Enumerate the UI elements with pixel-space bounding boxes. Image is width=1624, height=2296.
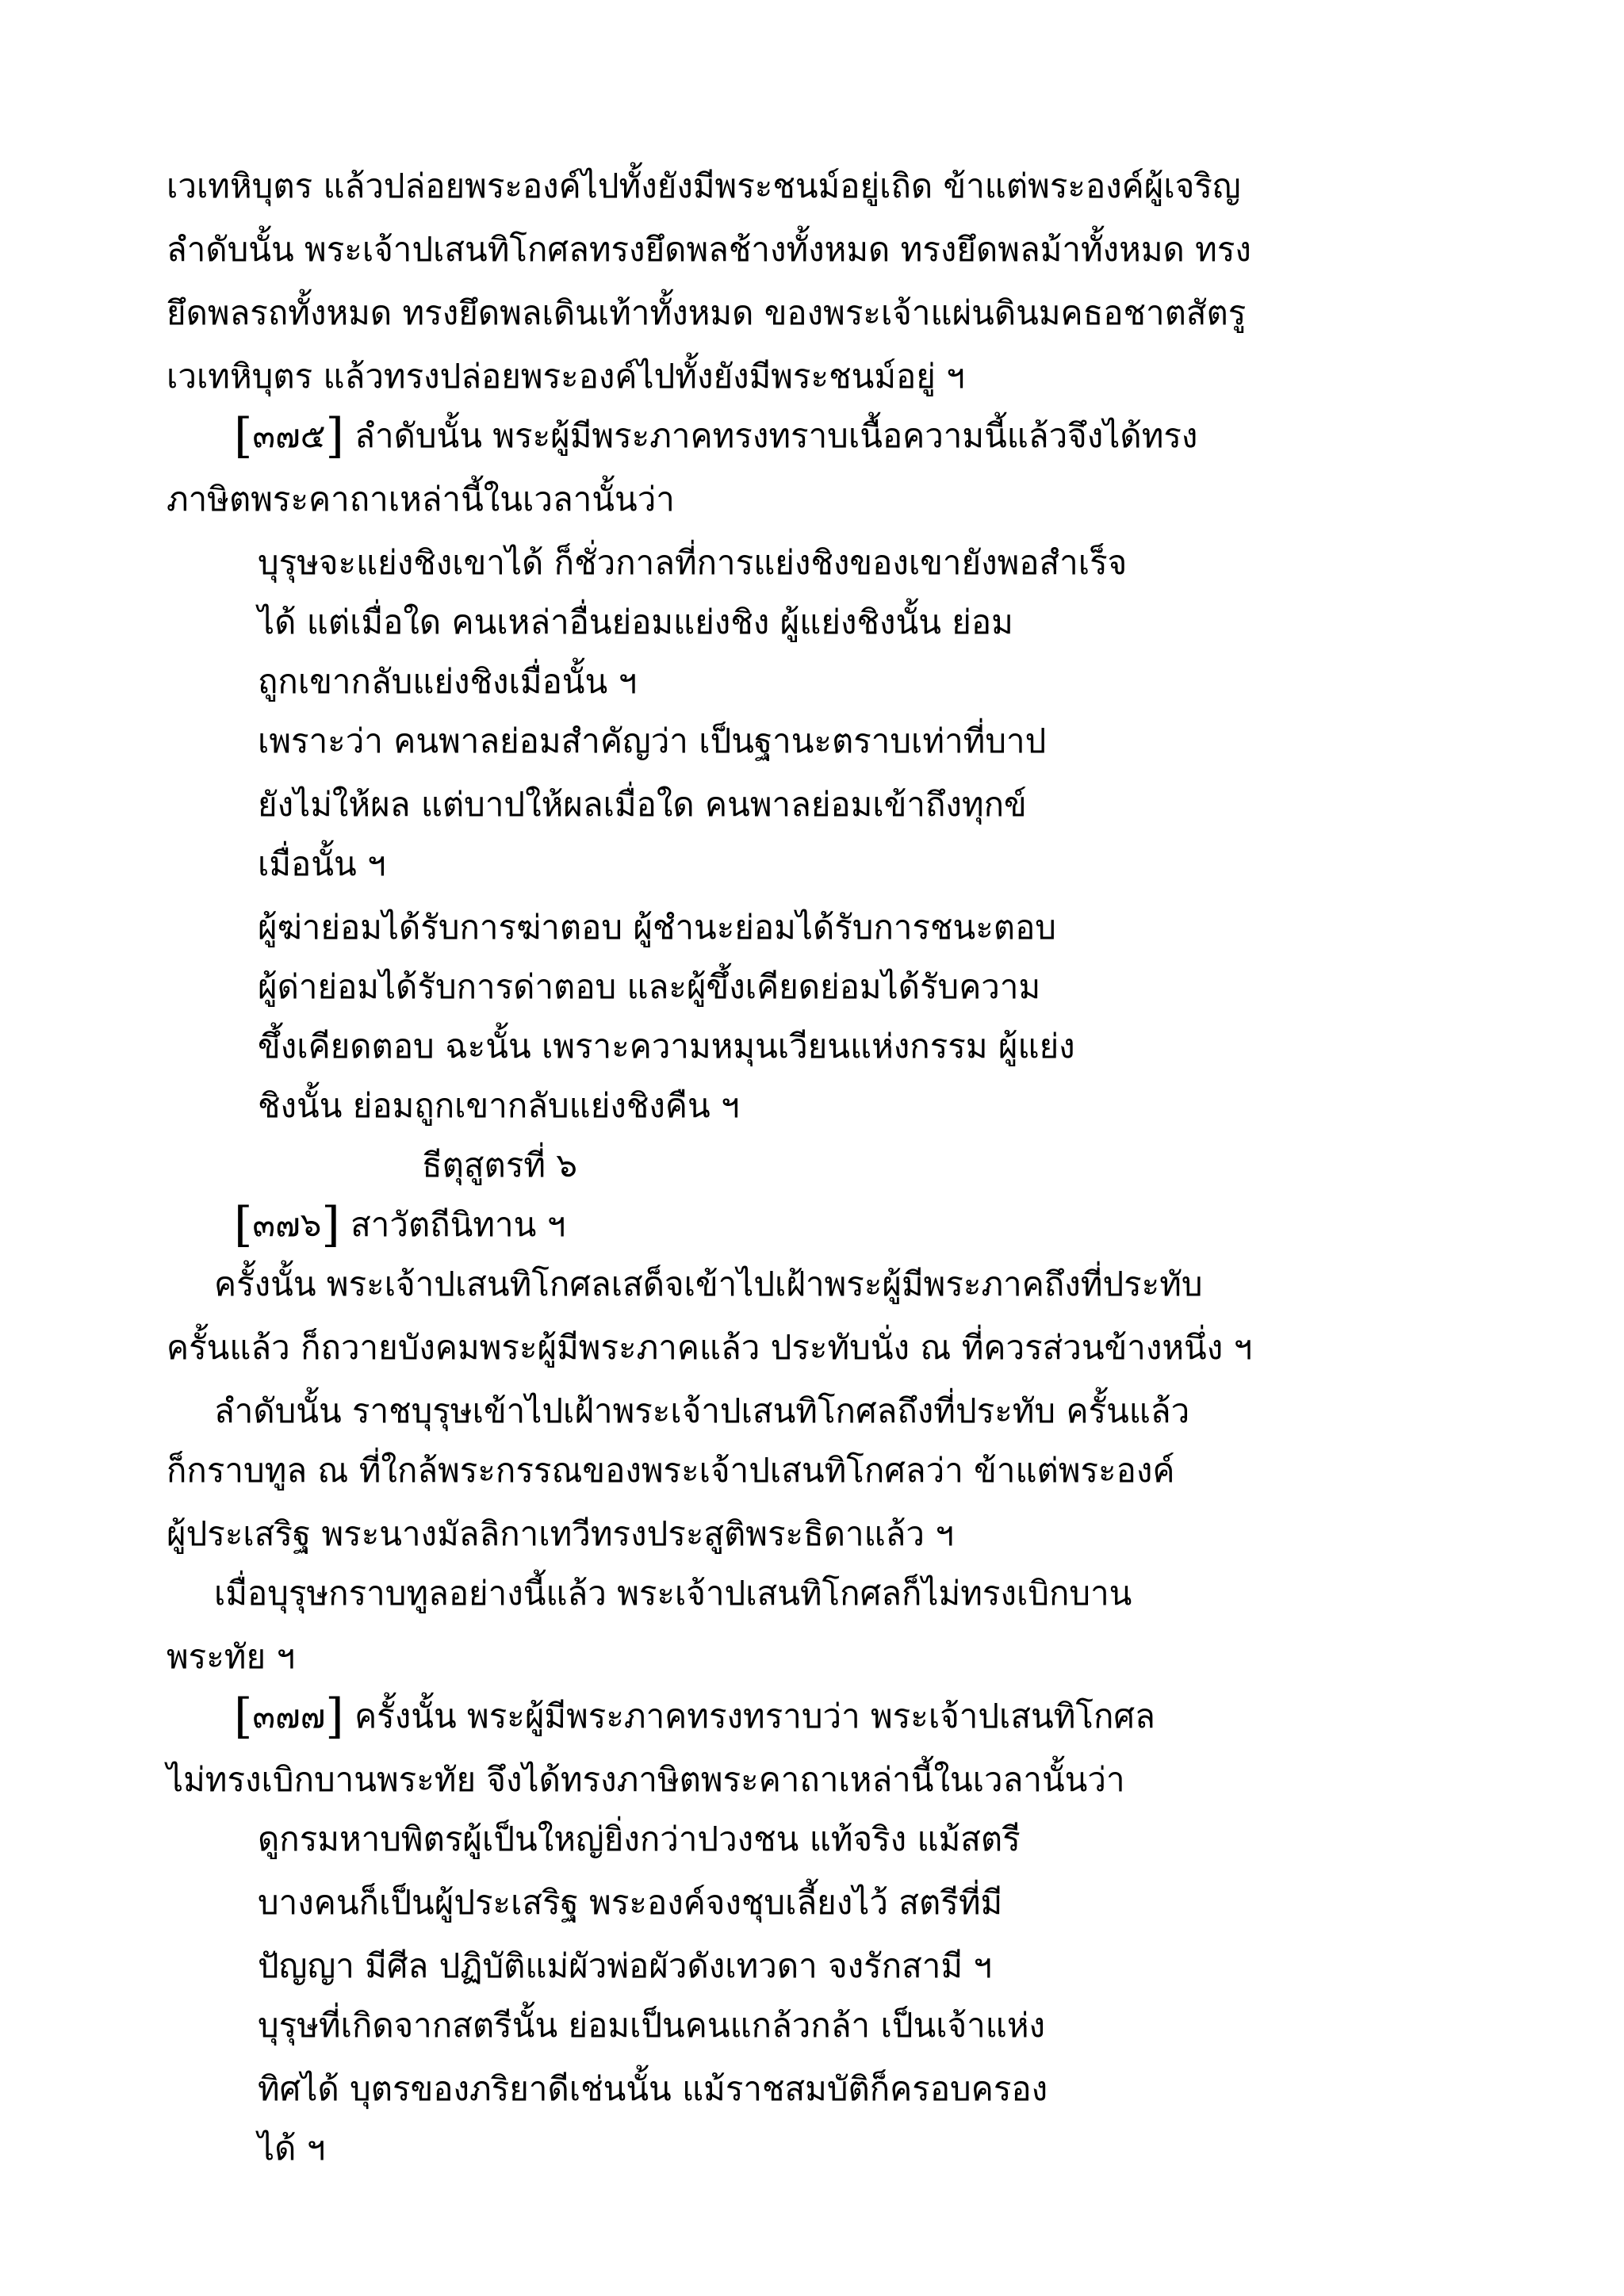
section-paragraph: [234, 408, 1198, 464]
right-bracket: ]: [325, 1689, 344, 1744]
text-line: เมื่อบุรุษกราบทูลอย่างนี้แล้ว พระเจ้าปเสนทิโกศลก็ไม่ทรงเบิกบาน: [214, 1574, 1132, 1613]
text-line: ยึดพลรถทั้งหมด ทรงยึดพลเดินเท้าทั้งหมด ของพระเจ้าแผ่นดินมคธอชาตสัตรู: [167, 293, 1247, 332]
text-line: ครั้งนั้น พระเจ้าปเสนทิโกศลเสด็จเข้าไปเฝ้าพระผู้มีพระภาคถึงที่ประทับ: [214, 1265, 1203, 1303]
verse-line: บางคนก็เป็นผู้ประเสริฐ พระองค์จงชุบเลี้ยงไว้ สตรีที่มี: [258, 1883, 1003, 1922]
verse-line: ได้ แต่เมื่อใด คนเหล่าอื่นย่อมแย่งชิง ผู้แย่งชิงนั้น ย่อม: [258, 603, 1013, 641]
text-line: ลำดับนั้น พระเจ้าปเสนทิโกศลทรงยึดพลช้างทั้งหมด ทรงยึดพลม้าทั้งหมด ทรง: [167, 230, 1251, 269]
section-number: ๓๗๕: [252, 416, 326, 455]
section-number: ๓๗๖: [252, 1205, 322, 1244]
section-paragraph: [234, 1197, 566, 1253]
verse-line: เมื่อนั้น ฯ: [258, 844, 386, 883]
text-line: ลำดับนั้น พระผู้มีพระภาคทรงทราบเนื้อความนี้แล้วจึงได้ทรง: [354, 416, 1198, 455]
verse-line: ทิศได้ บุตรของภริยาดีเช่นนั้น แม้ราชสมบัติก็ครอบครอง: [258, 2069, 1048, 2108]
verse-line: เพราะว่า คนพาลย่อมสำคัญว่า เป็นฐานะตราบเท่าที่บาป: [258, 721, 1047, 760]
verse-line: บุรุษจะแย่งชิงเขาได้ ก็ชั่วกาลที่การแย่งชิงของเขายังพอสำเร็จ: [258, 543, 1128, 582]
left-bracket: [: [234, 1689, 253, 1744]
text-line: ก็กราบทูล ณ ที่ใกล้พระกรรณของพระเจ้าปเสนทิโกศลว่า ข้าแต่พระองค์: [167, 1451, 1175, 1490]
verse-line: ได้ ฯ: [258, 2129, 326, 2168]
section-number: ๓๗๗: [252, 1697, 326, 1735]
verse-line: ผู้ฆ่าย่อมได้รับการฆ่าตอบ ผู้ชำนะย่อมได้รับการชนะตอบ: [258, 908, 1056, 947]
text-line: ครั้นแล้ว ก็ถวายบังคมพระผู้มีพระภาคแล้ว ประทับนั่ง ณ ที่ควรส่วนข้างหนึ่ง ฯ: [167, 1328, 1253, 1367]
verse-line: ขึ้งเคียดตอบ ฉะนั้น เพราะความหมุนเวียนแห่งกรรม ผู้แย่ง: [258, 1027, 1075, 1066]
verse-line: ผู้ด่าย่อมได้รับการด่าตอบ และผู้ขึ้งเคียดย่อมได้รับความ: [258, 967, 1041, 1006]
text-line: ครั้งนั้น พระผู้มีพระภาคทรงทราบว่า พระเจ้าปเสนทิโกศล: [354, 1697, 1155, 1735]
section-paragraph: [234, 1689, 1155, 1744]
verse-line: ถูกเขากลับแย่งชิงเมื่อนั้น ฯ: [258, 662, 638, 701]
text-line: ไม่ทรงเบิกบานพระทัย จึงได้ทรงภาษิตพระคาถาเหล่านี้ในเวลานั้นว่า: [167, 1760, 1125, 1799]
verse-line: ดูกรมหาบพิตรผู้เป็นใหญ่ยิ่งกว่าปวงชน แท้จริง แม้สตรี: [258, 1820, 1021, 1858]
verse-line: ยังไม่ให้ผล แต่บาปให้ผลเมื่อใด คนพาลย่อมเข้าถึงทุกข์: [258, 785, 1027, 824]
left-bracket: [: [234, 408, 253, 464]
text-line: ภาษิตพระคาถาเหล่านี้ในเวลานั้นว่า: [167, 480, 675, 519]
verse-line: บุรุษที่เกิดจากสตรีนั้น ย่อมเป็นคนแกล้วกล้า เป็นเจ้าแห่ง: [258, 2006, 1046, 2045]
verse-line: ชิงนั้น ย่อมถูกเขากลับแย่งชิงคืน ฯ: [258, 1086, 740, 1125]
left-bracket: [: [234, 1197, 253, 1253]
text-line: ลำดับนั้น ราชบุรุษเข้าไปเฝ้าพระเจ้าปเสนทิโกศลถึงที่ประทับ ครั้นแล้ว: [214, 1391, 1190, 1430]
verse-line: ปัญญา มีศีล ปฏิบัติแม่ผัวพ่อผัวดังเทวดา จงรักสามี ฯ: [258, 1946, 993, 1985]
right-bracket: ]: [321, 1197, 340, 1253]
text-line: ผู้ประเสริฐ พระนางมัลลิกาเทวีทรงประสูติพระธิดาแล้ว ฯ: [167, 1514, 954, 1553]
text-line: เวเทหิบุตร แล้วทรงปล่อยพระองค์ไปทั้งยังมีพระชนม์อยู่ ฯ: [167, 357, 965, 396]
text-line: สาวัตถีนิทาน ฯ: [350, 1205, 566, 1244]
sutta-title: ธีตุสูตรที่ ๖: [422, 1146, 578, 1184]
text-line: เวเทหิบุตร แล้วปล่อยพระองค์ไปทั้งยังมีพระชนม์อยู่เถิด ข้าแต่พระองค์ผู้เจริญ: [167, 166, 1241, 205]
text-line: พระทัย ฯ: [167, 1637, 296, 1676]
right-bracket: ]: [325, 408, 344, 464]
